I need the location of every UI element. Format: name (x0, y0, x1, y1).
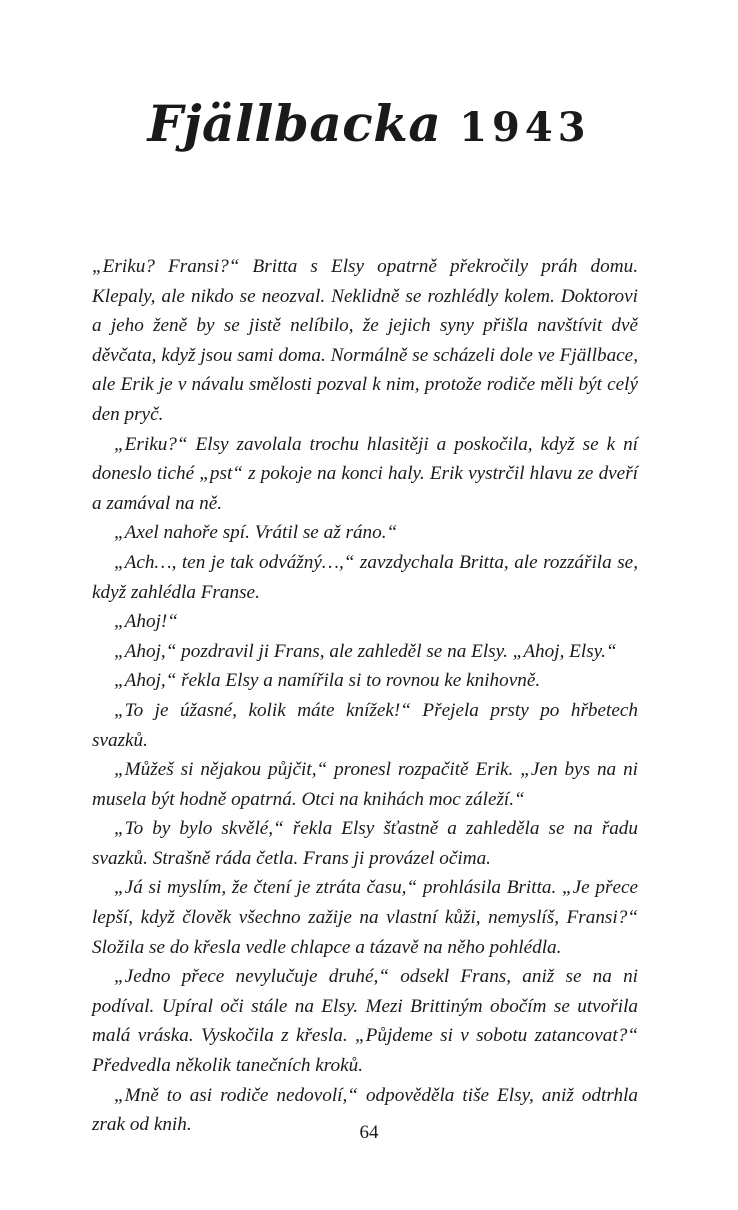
body-text (92, 252, 638, 1140)
chapter-title-year: 1943 (459, 104, 591, 151)
paragraph: „Eriku? Fransi?“ Britta s Elsy opatrně překročily práh domu. Klepaly, ale nikdo se neozval. Neklidně se rozhlédly kolem. Doktorovi a jeho ženě by se jistě nelíbilo, že jejich syny přišla navštívit dvě děvčata, když jsou sami doma. Normálně se scházeli dole ve Fjällbace, ale Erik je v návalu smělosti pozval k nim, protože rodiče měli být celý den pryč. (92, 256, 638, 425)
paragraph: „To by bylo skvělé,“ řekla Elsy šťastně a zahleděla se na řadu svazků. Strašně ráda četla. Frans ji provázel očima. (92, 818, 638, 869)
chapter-title (0, 84, 738, 168)
paragraph: „Axel nahoře spí. Vrátil se až ráno.“ (114, 522, 398, 544)
paragraph: „Jedno přece nevylučuje druhé,“ odsekl Frans, aniž se na ni podíval. Upíral oči stále na Elsy. Mezi Brittiným obočím se utvořila malá vráska. Vyskočila z křesla. „Půjdeme si v sobotu zatancovat?“ Předvedla několik tanečních kroků. (92, 966, 638, 1077)
chapter-title-place: Fjällbacka (147, 94, 442, 153)
paragraph: „Ahoj,“ řekla Elsy a namířila si to rovnou ke knihovně. (114, 670, 541, 692)
paragraph: „Ach…, ten je tak odvážný…,“ zavzdychala Britta, ale rozzářila se, když zahlédla Franse. (92, 551, 638, 603)
paragraph: „Můžeš si nějakou půjčit,“ pronesl rozpačitě Erik. „Jen bys na ni musela být hodně opatrná. Otci na knihách moc záleží.“ (92, 759, 638, 810)
paragraph: „Mně to asi rodiče nedovolí,“ odpověděla tiše Elsy, aniž odtrhla zrak od knih. (92, 1084, 638, 1136)
page-number: 64 (359, 1122, 379, 1143)
paragraph: „Já si myslím, že čtení je ztráta času,“ prohlásila Britta. „Je přece lepší, když člověk všechno zažije na vlastní kůži, nemyslíš, Fransi?“ Složila se do křesla vedle chlapce a tázavě na něho pohlédla. (92, 877, 638, 958)
paragraph: „Ahoj!“ (114, 611, 178, 633)
paragraph: „Eriku?“ Elsy zavolala trochu hlasitěji a poskočila, když se k ní doneslo tiché „pst“ z pokoje na konci haly. Erik vystrčil hlavu ze dveří a zamával na ně. (92, 433, 638, 514)
paragraph: „To je úžasné, kolik máte knížek!“ Přejela prsty po hřbetech svazků. (92, 699, 638, 751)
paragraph: „Ahoj,“ pozdravil ji Frans, ale zahleděl se na Elsy. „Ahoj, Elsy.“ (114, 640, 617, 662)
